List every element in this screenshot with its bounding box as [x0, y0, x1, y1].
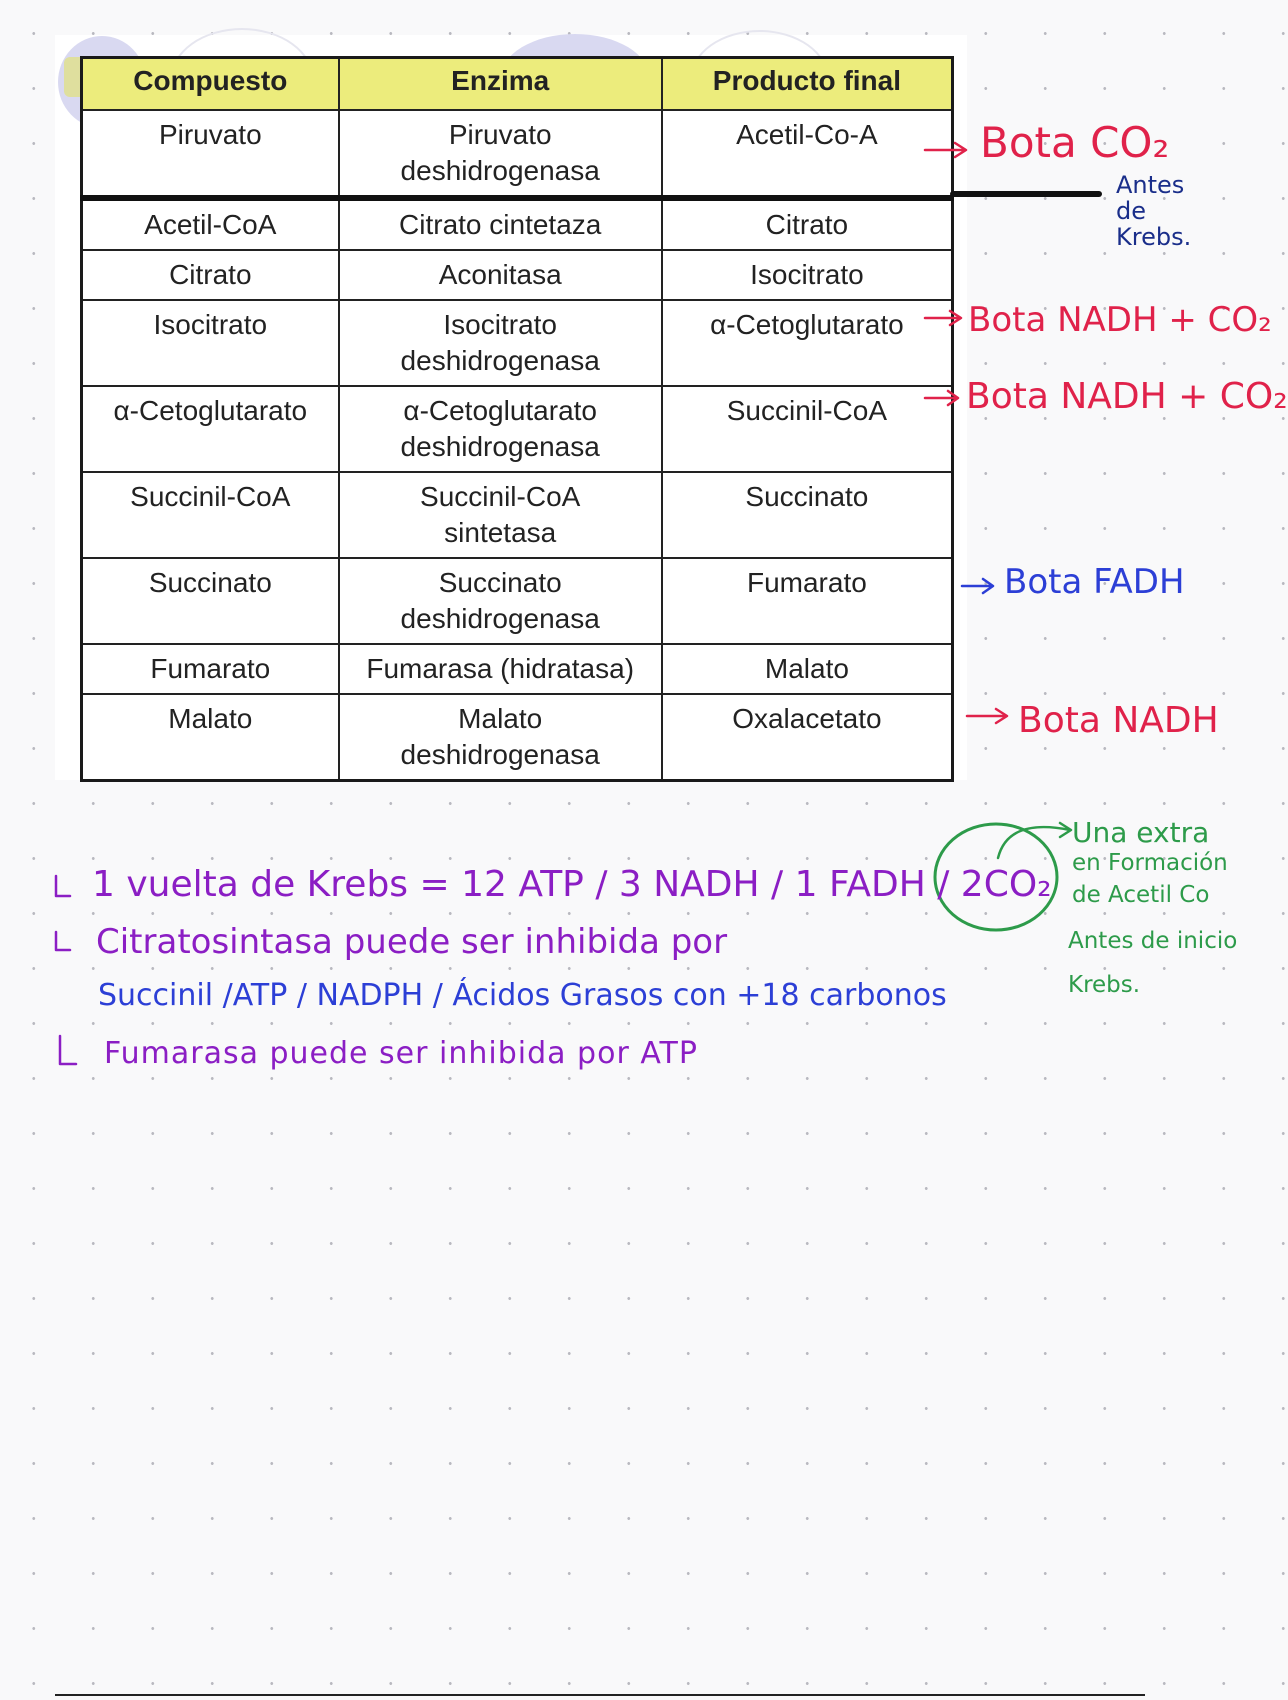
table-row: [82, 472, 953, 558]
note-bota-nadh-co2-row5: Bota NADH + CO₂: [966, 376, 1288, 417]
bullet-l-icon: [56, 876, 70, 896]
cell-compuesto: Fumarato: [82, 644, 339, 694]
cell-producto: Isocitrato: [662, 250, 953, 300]
note-fumarasa: Fumarasa puede ser inhibida por ATP: [104, 1036, 698, 1071]
header-compuesto: Compuesto: [82, 58, 339, 111]
arrow-icon: [967, 709, 1007, 723]
table-header-row: [82, 58, 953, 111]
cell-compuesto: Piruvato: [82, 110, 339, 198]
cell-producto: Acetil-Co-A: [662, 110, 953, 198]
cell-compuesto: Succinil-CoA: [82, 472, 339, 558]
note-extra-1: Una extra: [1072, 816, 1210, 849]
cell-enzima: Succinato deshidrogenasa: [339, 558, 662, 644]
table-row: [82, 198, 953, 250]
bullet-l-icon: [56, 932, 70, 950]
arrow-icon: [998, 823, 1071, 858]
table-row: [82, 386, 953, 472]
note-extra-5: Krebs.: [1068, 972, 1141, 998]
cell-producto: Succinil-CoA: [662, 386, 953, 472]
antes-divider-line: [950, 191, 1102, 197]
note-extra-4: Antes de inicio: [1068, 928, 1238, 954]
cell-enzima: Succinil-CoA sintetasa: [339, 472, 662, 558]
cell-compuesto: Isocitrato: [82, 300, 339, 386]
cell-compuesto: Acetil-CoA: [82, 198, 339, 250]
table-row: [82, 250, 953, 300]
note-bota-co2-row1: Bota CO₂: [980, 118, 1170, 167]
table-row: [82, 110, 953, 198]
cell-enzima: α-Cetoglutarato deshidrogenasa: [339, 386, 662, 472]
cell-enzima: Aconitasa: [339, 250, 662, 300]
note-bota-nadh-co2-row4: Bota NADH + CO₂: [968, 300, 1272, 340]
cell-producto: α-Cetoglutarato: [662, 300, 953, 386]
bullet-l-icon: [60, 1036, 76, 1064]
cell-compuesto: α-Cetoglutarato: [82, 386, 339, 472]
note-inhibidores: Succinil /ATP / NADPH / Ácidos Grasos con +18 carbonos: [98, 978, 947, 1013]
cell-compuesto: Citrato: [82, 250, 339, 300]
cell-enzima: Malato deshidrogenasa: [339, 694, 662, 781]
cell-compuesto: Malato: [82, 694, 339, 781]
cell-enzima: Fumarasa (hidratasa): [339, 644, 662, 694]
header-enzima: Enzima: [339, 58, 662, 111]
note-extra-3: de Acetil Co: [1072, 882, 1210, 908]
krebs-table: [80, 56, 954, 782]
note-bota-nadh-row9: Bota NADH: [1018, 700, 1219, 741]
header-producto: Producto final: [662, 58, 953, 111]
cell-producto: Citrato: [662, 198, 953, 250]
bottom-rule: [55, 1694, 1145, 1696]
note-vuelta-krebs: [92, 864, 1052, 905]
cell-producto: Fumarato: [662, 558, 953, 644]
cell-enzima: Piruvato deshidrogenasa: [339, 110, 662, 198]
cell-producto: Malato: [662, 644, 953, 694]
table-row: [82, 558, 953, 644]
cell-compuesto: Succinato: [82, 558, 339, 644]
table-row: [82, 694, 953, 781]
cell-producto: Oxalacetato: [662, 694, 953, 781]
note-citratosintasa: Citratosintasa puede ser inhibida por: [96, 922, 728, 962]
cell-producto: Succinato: [662, 472, 953, 558]
note-bota-fadh-row7: Bota FADH: [1004, 562, 1185, 602]
table-row: [82, 300, 953, 386]
table-row: [82, 644, 953, 694]
note-antes-de-krebs: Antes de Krebs.: [1116, 171, 1192, 251]
vuelta-krebs-text: 1 vuelta de Krebs = 12 ATP / 3 NADH / 1 FADH / 2CO₂: [92, 864, 1052, 905]
note-extra-2: en Formación: [1072, 850, 1228, 876]
cell-enzima: Isocitrato deshidrogenasa: [339, 300, 662, 386]
cell-enzima: Citrato cintetaza: [339, 198, 662, 250]
